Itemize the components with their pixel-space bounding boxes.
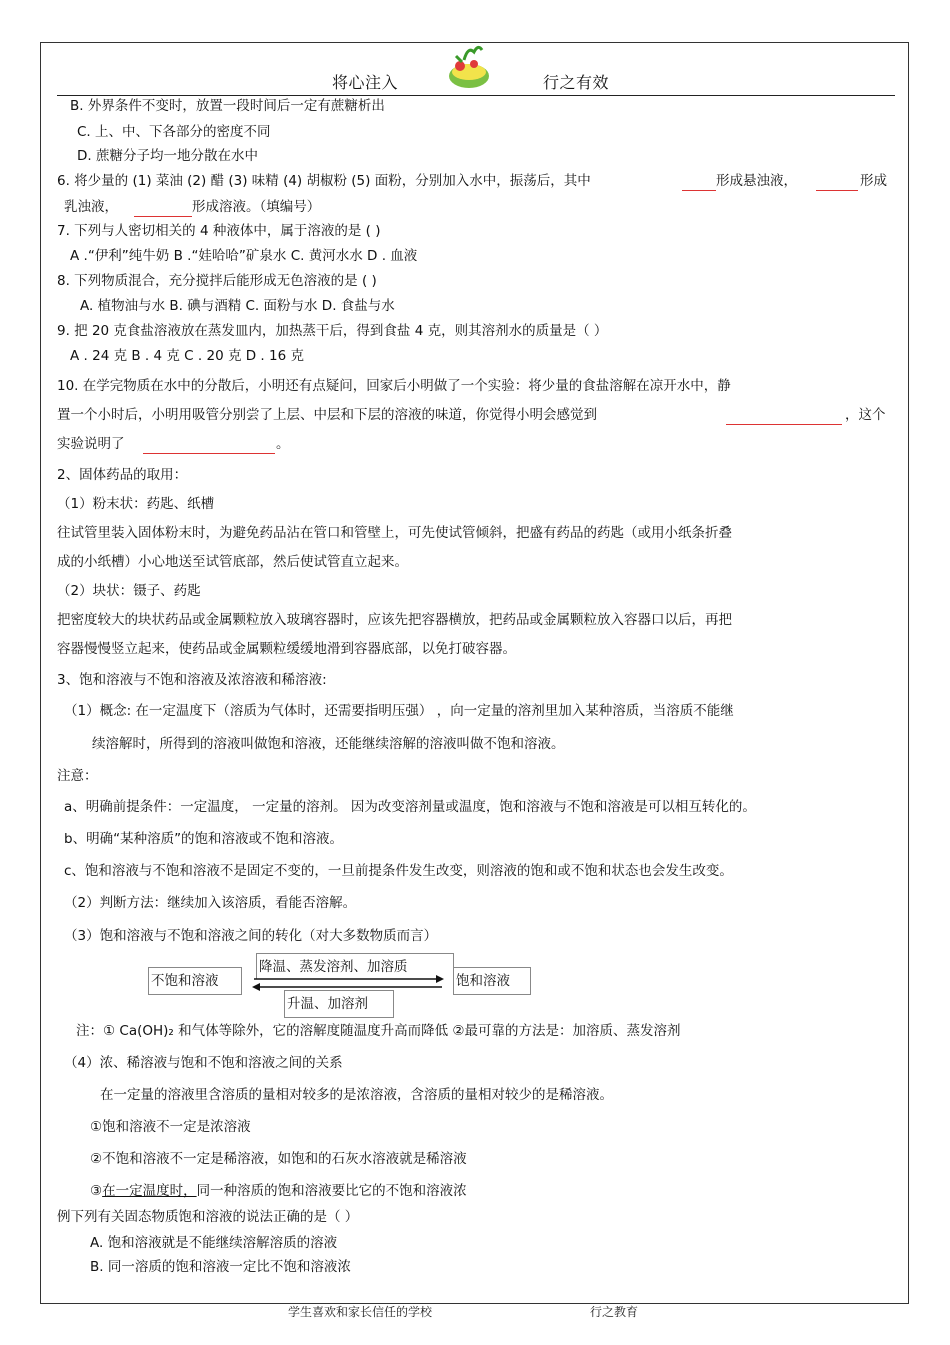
logo-icon [444,42,494,90]
question-9-text: 9. 把 20 克食盐溶液放在蒸发皿内，加热蒸干后，得到食盐 4 克，则其溶剂水的质量是（ ） [57,323,608,339]
section-2-block: （2）块状：镊子、药匙 [57,583,201,599]
reverse-condition-label: 升温、加溶剂 [284,990,394,1018]
question-6-text: 6. 将少量的 (1) 菜油 (2) 醋 (3) 味精 (4) 胡椒粉 (5) 面粉，分别加入水中，振荡后，其中 [57,173,591,189]
footer-right: 行之教育 [590,1305,639,1319]
saturated-box: 饱和溶液 [453,967,531,995]
section-3-judge: （2）判断方法：继续加入该溶质，看能否溶解。 [64,895,357,911]
forward-condition-label: 降温、蒸发溶剂、加溶质 [256,953,454,979]
option-b: B. 外界条件不变时，放置一段时间后一定有蔗糖析出 [70,98,385,114]
header-left: 将心注入 [332,73,399,92]
relation-point-3-marker: ③ [90,1183,103,1199]
answer-blank-6a[interactable] [682,176,716,191]
example-option-a: A. 饱和溶液就是不能继续溶解溶质的溶液 [90,1235,338,1251]
section-3-relation: （4）浓、稀溶液与饱和不饱和溶液之间的关系 [64,1055,343,1071]
question-6-emulsion: 乳浊液， [64,199,118,215]
note-a: a、明确前提条件：一定温度， 一定量的溶剂。 因为改变溶剂量或温度，饱和溶液与不饱和溶液是可以相互转化的。 [64,799,756,815]
question-7-text: 7. 下列与人密切相关的 4 种液体中，属于溶液的是 ( ) [57,223,381,239]
section-2-block-text-2: 容器慢慢竖立起来，使药品或金属颗粒缓缓地滑到容器底部，以免打破容器。 [57,641,516,657]
header-right: 行之有效 [543,73,610,92]
example-option-b: B. 同一溶质的饱和溶液一定比不饱和溶液浓 [90,1259,351,1275]
note-b: b、明确“某种溶质”的饱和溶液或不饱和溶液。 [64,831,344,847]
section-2-powder: （1）粉末状：药匙、纸槽 [57,496,215,512]
section-3-concept-1: （1）概念: 在一定温度下（溶质为气体时，还需要指明压强） ，向一定量的溶剂里加入某种溶质，当溶质不能继 [64,703,734,719]
section-3-concept-2: 续溶解时，所得到的溶液叫做饱和溶液，还能继续溶解的溶液叫做不饱和溶液。 [92,736,565,752]
question-10-line-3: 实验说明了 [57,436,125,452]
left-arrow-icon [252,983,260,991]
answer-blank-6b[interactable] [816,176,858,191]
footer-left: 学生喜欢和家长信任的学校 [288,1305,433,1319]
question-8-text: 8. 下列物质混合，充分搅拌后能形成无色溶液的是 ( ) [57,273,377,289]
unsaturated-box: 不饱和溶液 [148,967,242,995]
question-8-options: A. 植物油与水 B. 碘与酒精 C. 面粉与水 D. 食盐与水 [80,298,395,314]
relation-point-1: ①饱和溶液不一定是浓溶液 [90,1119,251,1135]
answer-blank-10b[interactable] [143,439,275,454]
section-3-title: 3、饱和溶液与不饱和溶液及浓溶液和稀溶液: [57,672,327,688]
question-9-options: A . 24 克 B . 4 克 C . 20 克 D . 16 克 [70,348,304,364]
right-arrow-icon [436,975,444,983]
relation-point-3 [90,1182,467,1200]
question-10-line-2: 置一个小时后，小明用吸管分别尝了上层、中层和下层的溶液的味道，你觉得小明会感觉到 [57,407,597,423]
question-6-form: 形成 [860,173,887,189]
option-c: C. 上、中、下各部分的密度不同 [77,124,271,140]
question-6-suspension: 形成悬浊液， [716,173,797,189]
relation-point-3-emphasis: 在一定温度时， [102,1183,197,1199]
question-6-solution: 形成溶液。（填编号） [192,199,321,215]
section-2-powder-text-1: 往试管里装入固体粉末时，为避免药品沾在管口和管壁上，可先使试管倾斜，把盛有药品的药匙（或用小纸条折叠 [57,525,732,541]
relation-definition: 在一定量的溶液里含溶质的量相对较多的是浓溶液，含溶质的量相对较少的是稀溶液。 [100,1087,613,1103]
relation-point-3-text: 同一种溶质的饱和溶液要比它的不饱和溶液浓 [196,1183,467,1199]
header-rule [57,95,895,96]
example-question: 例下列有关固态物质饱和溶液的说法正确的是（ ） [57,1209,359,1225]
answer-blank-10a[interactable] [726,410,842,425]
conversion-arrows [250,975,446,991]
question-10-line-1: 10. 在学完物质在水中的分散后，小明还有点疑问，回家后小明做了一个实验：将少量的食盐溶解在凉开水中，静 [57,378,731,394]
note-c: c、饱和溶液与不饱和溶液不是固定不变的，一旦前提条件发生改变，则溶液的饱和或不饱和状态也会发生改变。 [64,863,733,879]
section-3-convert: （3）饱和溶液与不饱和溶液之间的转化（对大多数物质而言） [64,928,438,944]
section-2-powder-text-2: 成的小纸槽）小心地送至试管底部，然后使试管直立起来。 [57,554,408,570]
question-10-end: 。 [276,436,290,452]
question-10-this: ，这个 [845,407,886,423]
conversion-note: 注：① Ca(OH)₂ 和气体等除外，它的溶解度随温度升高而降低 ②最可靠的方法是：加溶质、蒸发溶剂 [76,1023,681,1039]
option-d: D. 蔗糖分子均一地分散在水中 [77,148,258,164]
note-title: 注意： [57,768,98,784]
section-2-title: 2、固体药品的取用： [57,467,188,483]
relation-point-2: ②不饱和溶液不一定是稀溶液，如饱和的石灰水溶液就是稀溶液 [90,1151,467,1167]
section-2-block-text-1: 把密度较大的块状药品或金属颗粒放入玻璃容器时，应该先把容器横放，把药品或金属颗粒放入容器口以后，再把 [57,612,732,628]
question-7-options: A .“伊利”纯牛奶 B .“娃哈哈”矿泉水 C. 黄河水水 D . 血液 [70,248,418,264]
answer-blank-6c[interactable] [134,202,192,217]
